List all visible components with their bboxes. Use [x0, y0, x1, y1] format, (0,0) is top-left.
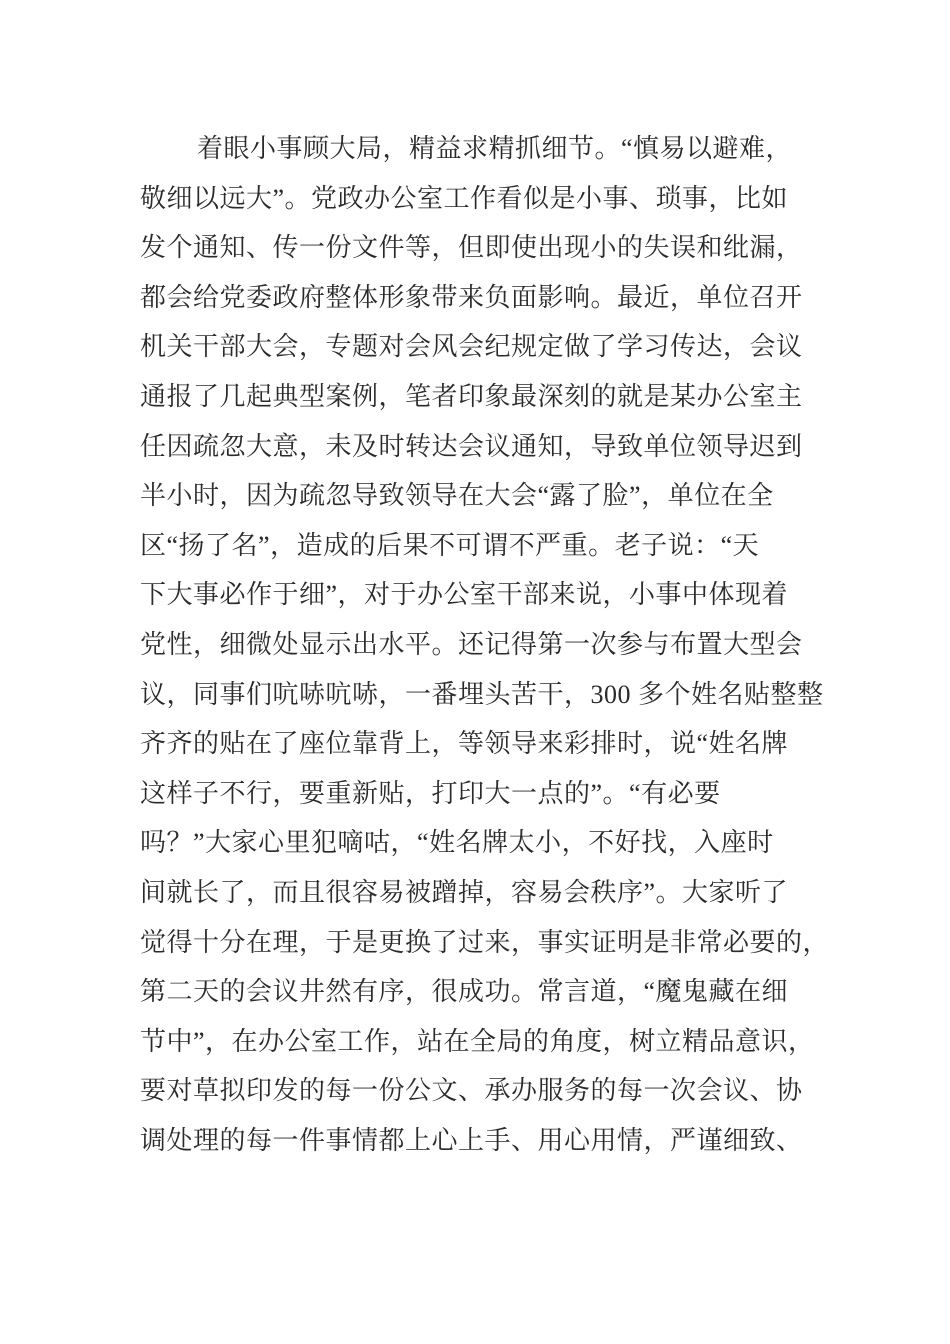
- text-line: 这样子不行，要重新贴，打印大一点的”。“有必要: [140, 778, 721, 808]
- text-line: 通报了几起典型案例，笔者印象最深刻的就是某办公室主: [140, 381, 803, 411]
- text-line: 第二天的会议井然有序，很成功。常言道，“魔鬼藏在细: [140, 977, 789, 1007]
- text-line: 机关干部大会，专题对会风会纪规定做了学习传达，会议: [140, 332, 803, 362]
- text-line: 都会给党委政府整体形象带来负面影响。最近，单位召开: [140, 282, 803, 312]
- text-line: 下大事必作于细”，对于办公室干部来说，小事中体现着: [140, 580, 789, 610]
- text-line: 要对草拟印发的每一份公文、承办服务的每一次会议、协: [140, 1076, 803, 1106]
- text-line: 议，同事们吭哧吭哧，一番埋头苦干，300 多个姓名贴整整: [140, 679, 824, 709]
- text-line: 敬细以远大”。党政办公室工作看似是小事、琐事，比如: [140, 183, 789, 213]
- text-line: 区“扬了名”，造成的后果不可谓不严重。老子说：“天: [140, 530, 760, 560]
- text-line: 吗？”大家心里犯嘀咕，“姓名牌太小，不好找，入座时: [140, 828, 774, 858]
- text-line: 发个通知、传一份文件等，但即使出现小的失误和纰漏，: [140, 233, 803, 263]
- text-line: 任因疏忽大意，未及时转达会议通知，导致单位领导迟到: [140, 431, 803, 461]
- text-line: 间就长了，而且很容易被蹭掉，容易会秩序”。大家听了: [140, 877, 789, 907]
- text-line: 调处理的每一件事情都上心上手、用心用情，严谨细致、: [140, 1125, 803, 1155]
- text-line: 党性，细微处显示出水平。还记得第一次参与布置大型会: [140, 629, 803, 659]
- paragraph: [140, 124, 830, 1165]
- text-line: 觉得十分在理，于是更换了过来，事实证明是非常必要的，: [140, 927, 830, 957]
- text-line: 节中”，在办公室工作，站在全局的角度，树立精品意识，: [140, 1026, 815, 1056]
- text-line: 半小时，因为疏忽导致领导在大会“露了脸”，单位在全: [140, 481, 774, 511]
- text-line: 齐齐的贴在了座位靠背上，等领导来彩排时，说“姓名牌: [140, 729, 789, 759]
- text-line: 着眼小事顾大局，精益求精抓细节。“慎易以避难，: [197, 134, 793, 163]
